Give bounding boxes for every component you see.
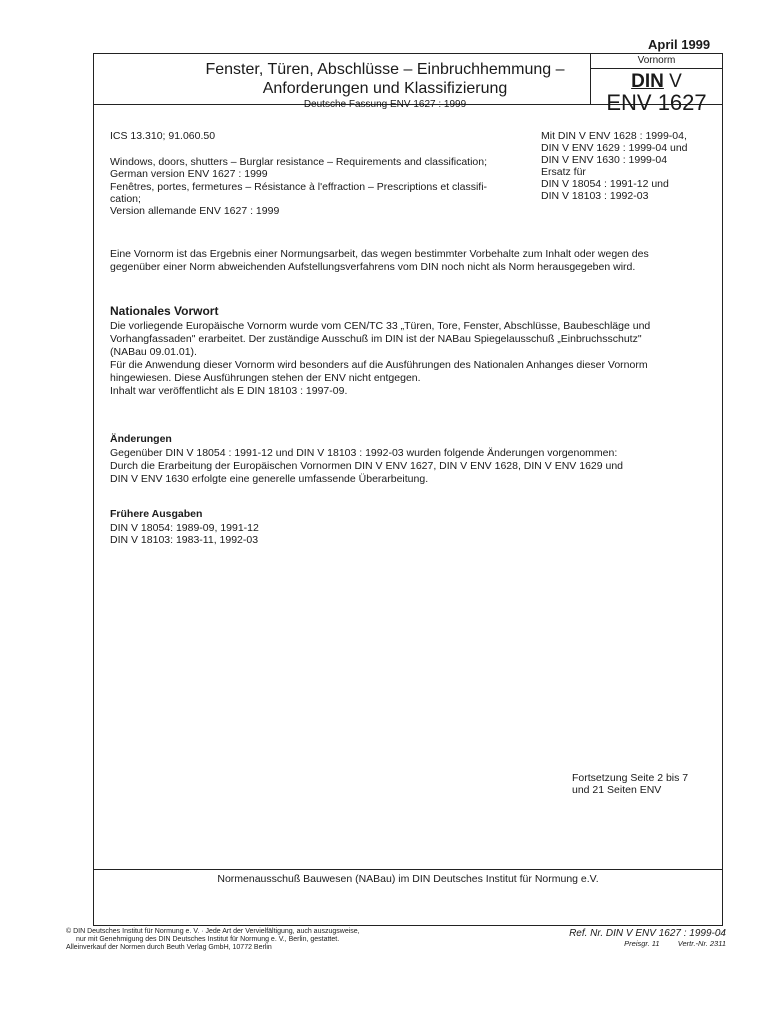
fruehere-heading: Frühere Ausgaben bbox=[110, 508, 203, 520]
notice-line-1: Eine Vornorm ist das Ergebnis einer Normungsarbeit, das wegen bestimmter Vorbehalte zum Inhalt oder wegen des bbox=[110, 248, 649, 260]
copyright-line-2: nur mit Genehmigung des DIN Deutsches Institut für Normung e. V., Berlin, gestattet. bbox=[76, 936, 340, 943]
aenderungen-body bbox=[110, 447, 700, 486]
related-line: Mit DIN V ENV 1628 : 1999-04, bbox=[541, 130, 687, 142]
english-title bbox=[110, 156, 487, 180]
env-number: ENV 1627 bbox=[606, 90, 707, 115]
notice-line-2: gegenüber einer Norm abweichenden Aufstellungsverfahrens vom DIN noch nicht als Norm herausgegeben wird. bbox=[110, 261, 636, 273]
title-block bbox=[180, 60, 590, 110]
fruehere-line: DIN V 18054: 1989-09, 1991-12 bbox=[110, 522, 259, 534]
continuation-note bbox=[572, 772, 688, 796]
related-line: DIN V 18054 : 1991-12 und bbox=[541, 178, 669, 190]
fruehere-line: DIN V 18103: 1983-11, 1992-03 bbox=[110, 534, 259, 546]
aenderungen-line: Gegenüber DIN V 18054 : 1991-12 und DIN V 18103 : 1992-03 wurden folgende Änderungen vorgenommen: bbox=[110, 447, 618, 459]
title-line-1: Fenster, Türen, Abschlüsse – Einbruchhemmung – bbox=[205, 61, 565, 78]
vorwort-line: (NABau 09.01.01). bbox=[110, 346, 197, 358]
vorwort-line: Vorhangfassaden" erarbeitet. Der zuständige Ausschuß im DIN ist der NABau Spiegelausschuß „Einbruchsschutz" bbox=[110, 333, 642, 345]
publication-date: April 1999 bbox=[648, 37, 711, 52]
vornorm-notice bbox=[110, 248, 700, 274]
french-title-line-2: cation; bbox=[110, 193, 141, 205]
vorwort-line: hingewiesen. Diese Ausführungen stehen der ENV nicht entgegen. bbox=[110, 372, 421, 384]
status-label: Vornorm bbox=[637, 55, 676, 66]
price-info bbox=[470, 939, 726, 948]
copyright-notice bbox=[66, 928, 360, 952]
vorwort-line: Die vorliegende Europäische Vornorm wurde vom CEN/TC 33 „Türen, Tore, Fenster, Abschlüsse, Baubeschläge und bbox=[110, 320, 651, 332]
aenderungen-line: DIN V ENV 1630 erfolgte eine generelle umfassende Überarbeitung. bbox=[110, 473, 429, 485]
title-line-2: Anforderungen und Klassifizierung bbox=[262, 80, 508, 97]
related-line: DIN V ENV 1630 : 1999-04 bbox=[541, 154, 668, 166]
copyright-line-1: © DIN Deutsches Institut für Normung e. V. · Jede Art der Vervielfältigung, auch auszugsweise, bbox=[66, 928, 360, 935]
footer-divider bbox=[94, 869, 722, 870]
ics-code: ICS 13.310; 91.060.50 bbox=[110, 130, 216, 142]
vorwort-line: Für die Anwendung dieser Vornorm wird besonders auf die Ausführungen des Nationalen Anhanges dieser Vornorm bbox=[110, 359, 648, 371]
aenderungen-line: Durch die Erarbeitung der Europäischen Vornormen DIN V ENV 1627, DIN V ENV 1628, DIN V ENV 1629 und bbox=[110, 460, 624, 472]
vorwort-heading: Nationales Vorwort bbox=[110, 304, 219, 318]
subtitle: Deutsche Fassung ENV 1627 : 1999 bbox=[303, 99, 467, 110]
reference-block bbox=[470, 928, 726, 948]
vorwort-line: Inhalt war veröffentlicht als E DIN 18103 : 1997-09. bbox=[110, 385, 348, 397]
fruehere-body bbox=[110, 522, 259, 546]
continuation-line-1: Fortsetzung Seite 2 bis 7 bbox=[572, 772, 689, 784]
vorwort-body bbox=[110, 320, 700, 398]
french-title-line-1: Fenêtres, portes, fermetures – Résistance à l'effraction – Prescriptions et classifi- bbox=[110, 181, 488, 193]
related-standards bbox=[541, 130, 688, 202]
din-designation bbox=[590, 72, 723, 92]
din-logo-text: DIN bbox=[631, 71, 664, 92]
copyright-line-3: Alleinverkauf der Normen durch Beuth Verlag GmbH, 10772 Berlin bbox=[66, 944, 272, 951]
related-line: Ersatz für bbox=[541, 166, 586, 178]
price-group: Preisgr. 11 bbox=[624, 939, 660, 948]
french-title bbox=[110, 181, 510, 217]
continuation-line-2: und 21 Seiten ENV bbox=[572, 784, 662, 796]
sales-number: Vertr.-Nr. 2311 bbox=[677, 939, 726, 948]
aenderungen-heading: Änderungen bbox=[110, 433, 172, 445]
english-title-line-1: Windows, doors, shutters – Burglar resistance – Requirements and classification; bbox=[110, 156, 488, 168]
status-rule bbox=[590, 68, 723, 69]
committee-name: Normenausschuß Bauwesen (NABau) im DIN Deutsches Institut für Normung e.V. bbox=[217, 873, 599, 885]
din-suffix: V bbox=[669, 71, 682, 92]
reference-number: Ref. Nr. DIN V ENV 1627 : 1999-04 bbox=[569, 928, 726, 939]
french-title-line-3: Version allemande ENV 1627 : 1999 bbox=[110, 205, 280, 217]
related-line: DIN V ENV 1629 : 1999-04 und bbox=[541, 142, 688, 154]
english-title-line-2: German version ENV 1627 : 1999 bbox=[110, 168, 268, 180]
related-line: DIN V 18103 : 1992-03 bbox=[541, 190, 649, 202]
